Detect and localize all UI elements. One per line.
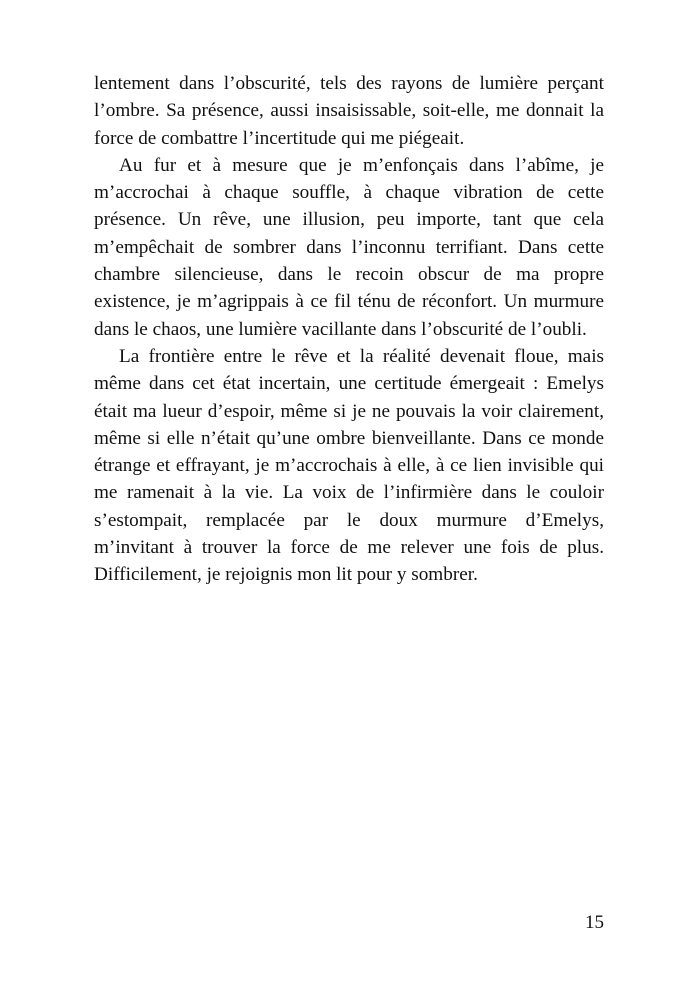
paragraph: La frontière entre le rêve et la réalité devenait floue, mais même dans cet état incertain, une certitude émergeait : Emelys était ma lueur d’espoir, même si je ne pouvais la voir clairement, même si elle n’était qu’une ombre bienveillante. Dans ce monde étrange et effrayant, je m’accrochais à elle, à ce lien invisible qui me ramenait à la vie. La voix de l’infirmière dans le couloir s’estompait, remplacée par le doux murmure d’Emelys, m’invitant à trouver la force de me relever une fois de plus. Difficilement, je rejoignis mon lit pour y sombrer. <box>94 345 604 586</box>
paragraph: Au fur et à mesure que je m’enfonçais dans l’abîme, je m’accrochai à chaque souffle, à chaque vibration de cette présence. Un rêve, une illusion, peu importe, tant que cela m’empêchait de sombrer dans l’inconnu terrifiant. Dans cette chambre silencieuse, dans le recoin obscur de ma propre existence, je m’agrippais à ce fil ténu de réconfort. Un murmure dans le chaos, une lumière vacillante dans l’obscurité de l’oubli. <box>94 154 604 340</box>
paragraph-continuation: lentement dans l’obscurité, tels des rayons de lumière perçant l’ombre. Sa présence, aussi insaisissable, soit-elle, me donnait la force de combattre l’incertitude qui me piégeait. <box>94 73 604 149</box>
body-text <box>94 70 604 589</box>
page-number: 15 <box>585 912 604 933</box>
